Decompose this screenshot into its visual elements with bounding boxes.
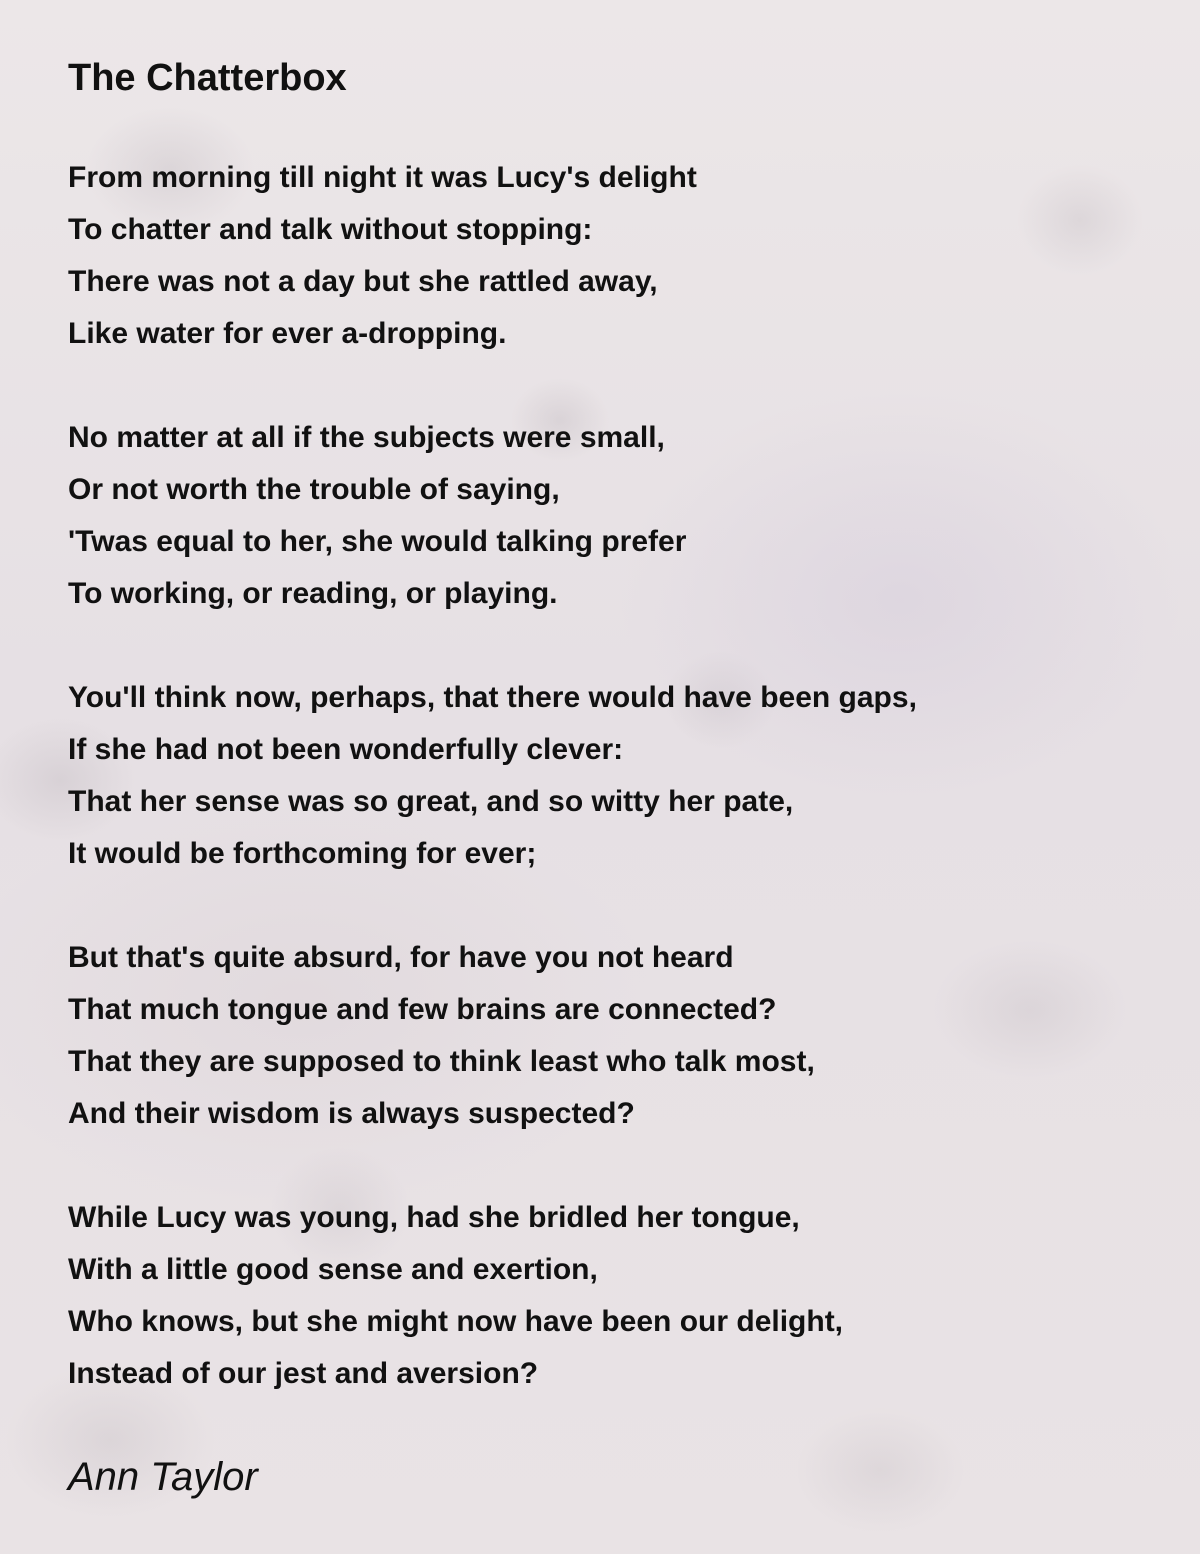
poem-line: To working, or reading, or playing.	[68, 577, 558, 610]
poem-line: There was not a day but she rattled away,	[68, 265, 658, 298]
poem-line: But that's quite absurd, for have you not heard	[68, 941, 734, 974]
poem-line: Instead of our jest and aversion?	[68, 1357, 539, 1390]
poem-line: To chatter and talk without stopping:	[68, 213, 593, 246]
poem-body	[68, 152, 1168, 1452]
poem-line: It would be forthcoming for ever;	[68, 837, 537, 870]
poem-line: That much tongue and few brains are connected?	[68, 993, 777, 1026]
stanza-2	[68, 412, 1168, 620]
poem-line: While Lucy was young, had she bridled her tongue,	[68, 1201, 800, 1234]
poem-line: You'll think now, perhaps, that there would have been gaps,	[68, 681, 917, 714]
poem-line: Like water for ever a-dropping.	[68, 317, 507, 350]
stanza-5	[68, 1192, 1168, 1400]
poem-line: With a little good sense and exertion,	[68, 1253, 598, 1286]
poem-line: That they are supposed to think least who talk most,	[68, 1045, 815, 1078]
poem-title: The Chatterbox	[68, 57, 347, 99]
poem-line: Or not worth the trouble of saying,	[68, 473, 560, 506]
poem-line: No matter at all if the subjects were small,	[68, 421, 665, 454]
poem-line: And their wisdom is always suspected?	[68, 1097, 635, 1130]
stanza-4	[68, 932, 1168, 1140]
poem-line: From morning till night it was Lucy's delight	[68, 161, 697, 194]
poem-line: If she had not been wonderfully clever:	[68, 733, 624, 766]
poem-line: Who knows, but she might now have been our delight,	[68, 1305, 844, 1338]
poem-author: Ann Taylor	[68, 1455, 258, 1499]
stanza-1	[68, 152, 1168, 360]
poem-line: 'Twas equal to her, she would talking prefer	[68, 525, 687, 558]
poem-line: That her sense was so great, and so witty her pate,	[68, 785, 794, 818]
stanza-3	[68, 672, 1168, 880]
